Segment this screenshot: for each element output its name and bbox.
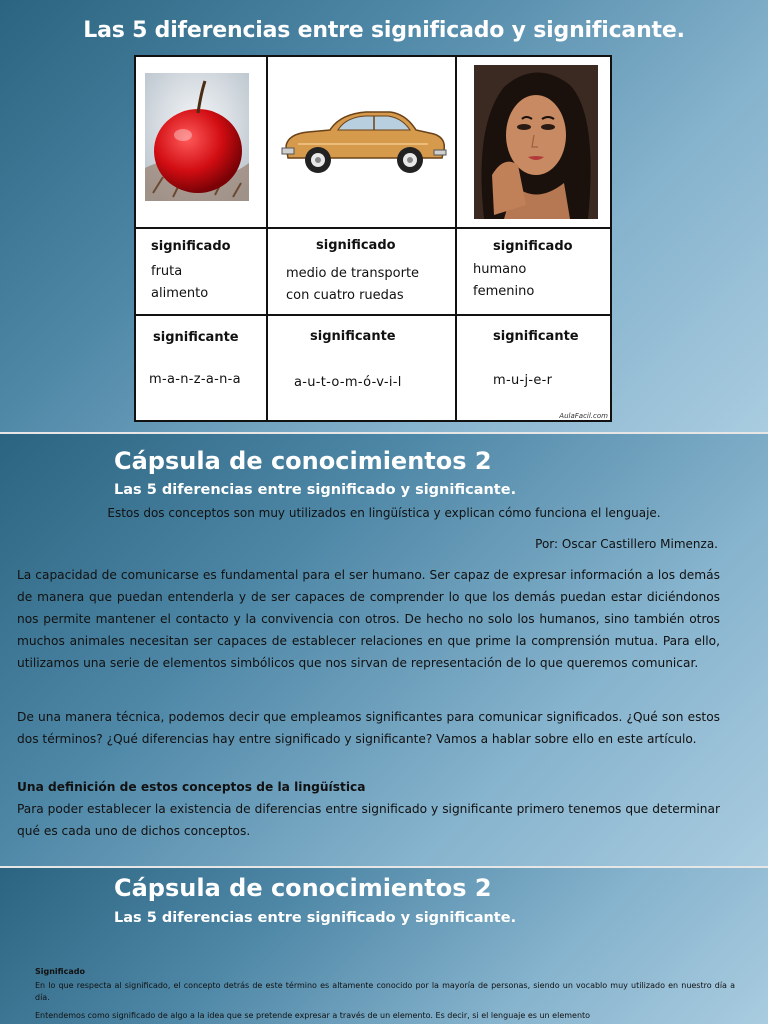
section-heading: Significado (35, 967, 85, 976)
slide-2 (0, 434, 768, 866)
significado-line: medio de transporte (286, 266, 420, 281)
slide-1 (0, 0, 768, 432)
significado-label: significado (151, 239, 231, 254)
significante-label: significante (310, 329, 396, 344)
significado-line: fruta (151, 264, 183, 279)
significado-line: con cuatro ruedas (286, 288, 404, 303)
significado-label: significado (493, 239, 573, 254)
slide-3-subtitle: Las 5 diferencias entre significado y significante. (114, 910, 517, 926)
significado-line: alimento (151, 286, 209, 301)
paragraph: Entendemos como significado de algo a la idea que se pretende expresar a través de un elemento. Es decir, si el lenguaje es un elemento (35, 1011, 591, 1020)
slide-3-title: Cápsula de conocimientos 2 (114, 874, 492, 902)
significante-word: m-a-n-z-a-n-a (149, 372, 241, 387)
paragraph: En lo que respecta al significado, el concepto detrás de este término es altamente conocido por la mayoría de personas, siendo un vocablo muy utilizado en nuestro día a día. (35, 981, 735, 1002)
section-heading: Una definición de estos conceptos de la lingüística (17, 780, 366, 794)
watermark: AulaFacil.com (559, 412, 608, 420)
significante-word: a-u-t-o-m-ó-v-i-l (294, 375, 402, 390)
paragraph: Para poder establecer la existencia de diferencias entre significado y significante primero tenemos que determinar qué es cada uno de dichos conceptos. (17, 802, 720, 838)
significante-word: m-u-j-e-r (493, 373, 553, 388)
table-divider (455, 57, 457, 420)
slide-3 (0, 868, 768, 1024)
woman-image (474, 65, 598, 219)
significado-line: femenino (473, 284, 535, 299)
car-image (278, 102, 448, 177)
paragraph: La capacidad de comunicarse es fundamental para el ser humano. Ser capaz de expresar información a los demás de manera que puedan entenderla y de ser capaces de comprender lo que los demás puedan estar diciéndonos nos permite mantener el contacto y la convivencia con otros. De hecho no solo los humanos, sino también otros muchos animales necesitan ser capaces de establecer relaciones en que prime la comprensión mutua. Para ello, utilizamos una serie de elementos simbólicos que nos sirvan de representación de lo que queremos comunicar. (17, 568, 720, 670)
slide-1-title: Las 5 diferencias entre significado y significante. (83, 18, 685, 43)
apple-image (145, 73, 249, 201)
significante-label: significante (153, 330, 239, 345)
slide-2-title: Cápsula de conocimientos 2 (114, 447, 492, 475)
author-text: Por: Oscar Castillero Mimenza. (535, 537, 718, 551)
paragraph: De una manera técnica, podemos decir que empleamos significantes para comunicar significados. ¿Qué son estos dos términos? ¿Qué diferencias hay entre significado y significante? Vamos a hablar sobre ello en este artículo. (17, 710, 720, 746)
comparison-table (134, 55, 612, 422)
significante-label: significante (493, 329, 579, 344)
table-divider (136, 314, 610, 316)
significado-line: humano (473, 262, 527, 277)
table-divider (136, 227, 610, 229)
table-divider (266, 57, 268, 420)
slide-2-subtitle: Las 5 diferencias entre significado y significante. (114, 482, 517, 498)
intro-text: Estos dos conceptos son muy utilizados en lingüística y explican cómo funciona el lenguaje. (107, 506, 661, 520)
significado-label: significado (316, 238, 396, 253)
